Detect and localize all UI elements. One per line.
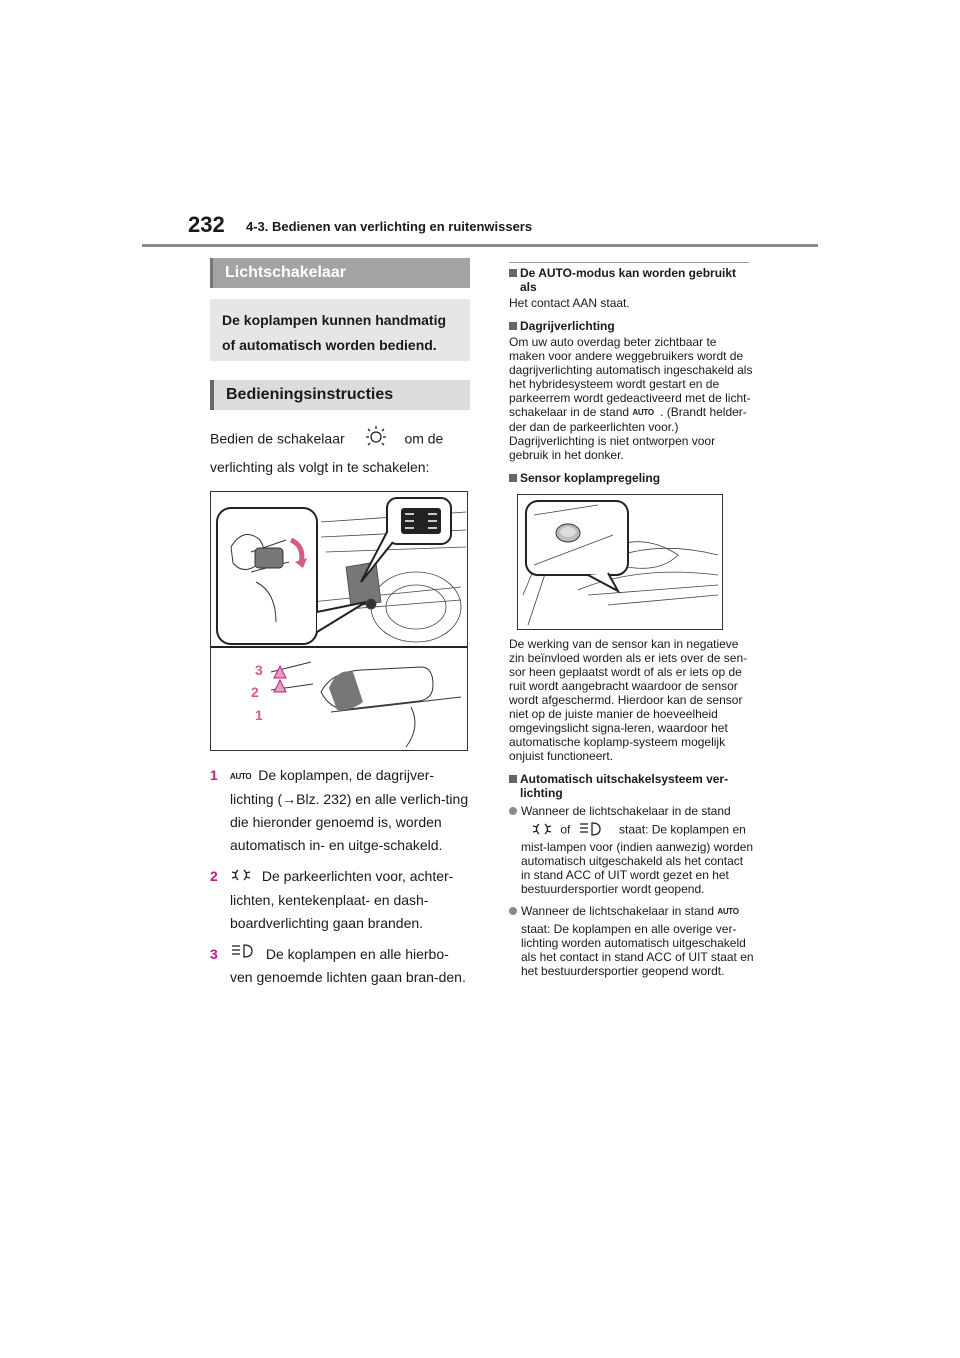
square-bullet-icon: [509, 775, 517, 783]
item-text: De koplampen, de dagrijver-lichting (→Blz. 232) en alle verlich-ting die hieronder genoemd is, worden automatisch in- en uitge-schakeld.: [230, 767, 469, 853]
auto-off-title: Automatisch uitschakelsysteem ver-lichting: [520, 771, 729, 800]
auto-mode-icon: AUTO: [230, 771, 252, 781]
square-bullet-icon: [509, 269, 517, 277]
auto-mode-icon: AUTO: [717, 906, 739, 916]
bullet-text: Wanneer de lichtschakelaar in stand: [521, 903, 714, 918]
bullet-text: staat: De koplampen en mist-lampen voor (indien aanwezig) worden automatisch uitgeschakeld als het contact in stand ACC of UIT wordt gezet en het bestuurdersportier wordt geopend.: [521, 822, 754, 896]
parking-light-icon: [531, 822, 553, 839]
drl-text-b: . (Brandt helder-der dan de parkeerlichten voor.) Dagrijverlichting is niet ontworpen voor gebruik in het donker.: [509, 405, 747, 462]
drl-title: Dagrijverlichting: [520, 319, 615, 333]
item-number: 1: [210, 767, 218, 783]
sensor-heading: [509, 471, 755, 485]
lead-text: [210, 425, 470, 480]
right-column-rule: [509, 262, 749, 263]
bullet-text: Wanneer de lichtschakelaar in de stand: [521, 803, 731, 818]
auto-mode-title: De AUTO-modus kan worden gebruikt als: [520, 266, 737, 294]
sensor-figure: [517, 494, 723, 630]
bullet-or: of: [560, 822, 571, 837]
item-text: De parkeerlichten voor, achter-lichten, kentekenplaat- en dash-boardverlichting gaan branden.: [230, 867, 454, 931]
right-column: [509, 266, 755, 978]
item-list: [210, 764, 470, 989]
light-switch-figure: [210, 491, 468, 751]
page-number: 232: [188, 212, 225, 237]
item-number: 2: [210, 867, 218, 884]
section-title: Lichtschakelaar: [210, 258, 470, 288]
bullet-body: [509, 821, 755, 896]
list-item: [509, 804, 755, 818]
list-item: [210, 865, 470, 935]
lead-text-a: Bedien de schakelaar: [210, 430, 345, 447]
auto-off-heading: [509, 772, 755, 800]
headlight-icon: [578, 821, 604, 840]
sensor-title: Sensor koplampregeling: [520, 470, 661, 485]
bullet-body: staat: De koplampen en alle overige ver-lichting worden automatisch uitgeschakeld als het contact in stand ACC of UIT staat en het bestuurdersportier geopend wordt.: [521, 921, 754, 978]
drl-body: [509, 335, 755, 462]
light-switch-icon: [363, 425, 389, 455]
figure-label-1: 1: [255, 707, 263, 723]
item-number: 3: [210, 945, 218, 962]
drl-text-a: Om uw auto overdag beter zichtbaar te maken voor andere weggebruikers wordt de dagrijverlichting automatisch ingeschakeld als het hybridesysteem wordt gestart en de parkeerrem wordt gedeactiveerd met de licht-schakelaar in de stand: [509, 335, 753, 419]
parking-light-icon: [230, 866, 252, 889]
square-bullet-icon: [509, 474, 517, 482]
square-bullet-icon: [509, 322, 517, 330]
figure-label-2: 2: [251, 684, 259, 700]
list-item: [210, 764, 470, 857]
left-column: [210, 258, 470, 997]
intro-box: De koplampen kunnen handmatig of automatisch worden bediend.: [210, 299, 470, 361]
headlight-icon: [230, 943, 256, 966]
auto-mode-body: Het contact AAN staat.: [509, 296, 630, 310]
auto-mode-heading: [509, 266, 755, 294]
lead-text-b: om de verlichting als volgt in te schakelen:: [210, 430, 444, 475]
auto-mode-icon: AUTO: [632, 407, 654, 417]
round-bullet-icon: [509, 907, 517, 915]
round-bullet-icon: [509, 807, 517, 815]
subsection-title: Bedieningsinstructies: [210, 380, 470, 410]
drl-heading: [509, 319, 755, 333]
sensor-body: De werking van de sensor kan in negatieve zin beïnvloed worden als er iets over de sen-sor heen geplaatst wordt of als er iets op de ruit wordt aangebracht waardoor de sensor wordt afgeschermd. Hierdoor kan de sensor niet op de juiste manier de hoeveelheid omgevingslicht signa-leren, waardoor het automatische koplamp-systeem mogelijk onjuist functioneert.: [509, 636, 748, 763]
list-item: [210, 943, 470, 990]
figure-label-3: 3: [255, 662, 263, 678]
running-head: 4-3. Bedienen van verlichting en ruitenwissers: [246, 219, 533, 234]
list-item: [509, 904, 755, 919]
item-text: De koplampen en alle hierbo-ven genoemde lichten gaan bran-den.: [230, 945, 466, 986]
header-rule: [142, 244, 818, 247]
